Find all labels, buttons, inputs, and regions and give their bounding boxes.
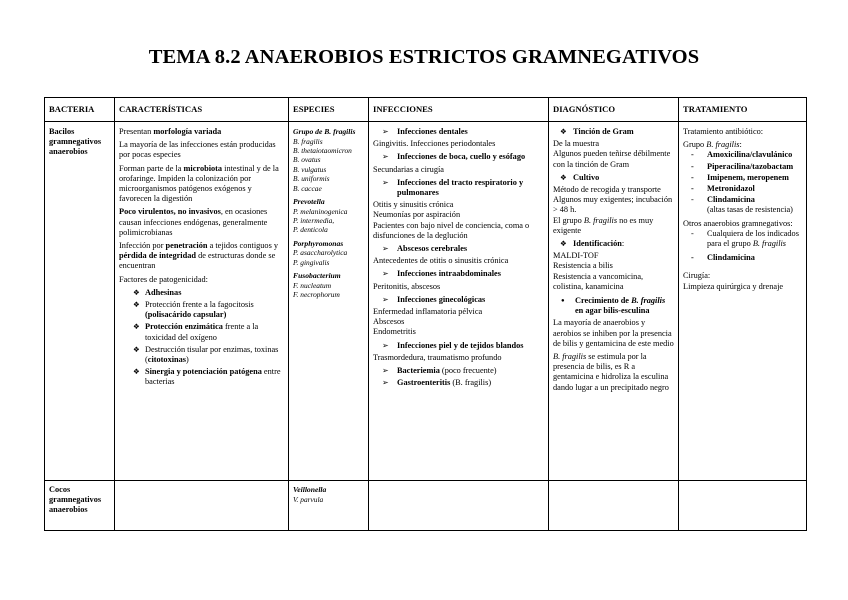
- infection-text: (poco frecuente): [439, 366, 497, 376]
- infection-heading: ➢ Infecciones ginecológicas: [373, 295, 544, 305]
- infection-bold: Gastroenteritis: [397, 378, 451, 388]
- car-bold: Poco virulentos, no invasivos: [119, 207, 221, 217]
- car-bold: microbiota: [183, 163, 223, 173]
- infection-heading: ➢ Infecciones intraabdominales: [373, 269, 544, 279]
- car-bold: penetración: [165, 241, 208, 251]
- infection-text: Endometritis: [373, 327, 416, 337]
- diagnosis-bold: en agar bilis-esculina: [575, 306, 650, 316]
- treatment-text-part: Grupo: [683, 140, 707, 150]
- car-text: Protección frente a la fagocitosis: [145, 300, 254, 310]
- infection-text: (B. fragilis): [450, 378, 492, 388]
- cell-especies: [289, 481, 369, 531]
- species-item: B. fragilis: [293, 136, 323, 146]
- diagnosis-heading: ❖ Cultivo: [553, 173, 674, 183]
- treatment-text: Limpieza quirúrgica y drenaje: [683, 281, 784, 291]
- infection-bold: Bacteriemia: [397, 366, 440, 376]
- species-item: B. ovatus: [293, 155, 321, 165]
- car-bold: Protección enzimática: [145, 322, 223, 332]
- diagnosis-text: Método de recogida y transporte: [553, 185, 661, 195]
- car-text: Destrucción tisular por enzimas, toxinas (: [145, 344, 279, 365]
- car-paragraph: Factores de patogenicidad:: [119, 274, 208, 284]
- diagnosis-italic: B. fragilis: [583, 215, 618, 225]
- page-title: TEMA 8.2 ANAEROBIOS ESTRICTOS GRAMNEGATIVOS: [148, 46, 700, 68]
- species-group-title: [293, 127, 364, 137]
- diagnosis-text: [553, 216, 674, 236]
- summary-table: [44, 97, 807, 531]
- list-item: - Imipenem, meropenem: [689, 173, 802, 183]
- car-bold: pérdida de integridad: [119, 251, 196, 261]
- species-item: P. melaninogenica: [293, 206, 348, 216]
- header-bacteria: BACTERIA: [45, 98, 115, 122]
- species-item: P. denticola: [293, 225, 328, 235]
- infection-text: Pacientes con bajo nivel de conciencia, coma o disfunciones de la deglución: [373, 220, 530, 240]
- car-text: ): [186, 355, 189, 365]
- infection-text: Secundarias a cirugía: [373, 164, 444, 174]
- infection-heading: [373, 366, 544, 376]
- diagnosis-text: Algunos pueden teñirse débilmente con la tinción de Gram: [553, 149, 671, 169]
- treatment-text: [683, 140, 802, 150]
- diagnosis-text: Resistencia a bilis: [553, 261, 613, 271]
- species-item: B. thetaiotaomicron: [293, 146, 352, 155]
- bacteria-name: Cocos gramnegativos anaerobios: [49, 485, 102, 515]
- header-row: [45, 98, 807, 122]
- car-text: Infección por: [119, 241, 166, 251]
- diagnosis-text: La mayoría de anaerobios y aerobios se inhiben por la presencia de bilis y gentamicina de este medio: [553, 318, 674, 348]
- table-row: [45, 481, 807, 531]
- list-item: - Piperacilina/tazobactam: [689, 162, 802, 172]
- car-text: Forman parte de la: [119, 163, 184, 173]
- diagnosis-text-part: se estimula por la presencia de bilis, es R a gentamicina e hidroliza la esculina dando lugar a un precipitado negro: [553, 352, 669, 392]
- list-item: - Metronidazol: [689, 184, 802, 194]
- list-item: [689, 229, 802, 249]
- infection-text: Peritonitis, abscesos: [373, 281, 441, 291]
- treatment-bold: Clindamicina: [707, 195, 755, 205]
- treatment-text-part: Cualquiera de los indicados para el grupo: [707, 228, 799, 249]
- species-group-title: Veillonella: [293, 485, 327, 494]
- cell-tratamiento: [679, 481, 807, 531]
- species-item: F. nucleatum: [293, 280, 332, 290]
- species-item: F. necrophorum: [293, 290, 340, 300]
- header-caracteristicas: CARACTERÍSTICAS: [115, 98, 289, 122]
- species-text: B. fragilis: [324, 127, 356, 136]
- header-diagnostico: DIAGNÓSTICO: [549, 98, 679, 122]
- list-item: - Amoxicilina/clavulánico: [689, 150, 802, 160]
- list-item: [133, 367, 284, 387]
- cell-bacteria: [45, 122, 115, 481]
- infection-heading: ➢ Infecciones dentales: [373, 127, 544, 137]
- car-bold: morfología variada: [153, 127, 222, 136]
- header-tratamiento: TRATAMIENTO: [679, 98, 807, 122]
- car-text: intestinal y de la orofaringe. Impiden la colonización por microorganismos patógenos exógenos y favorecen la digestión: [119, 163, 279, 204]
- cell-infecciones: [369, 122, 549, 481]
- species-text: Grupo de: [293, 127, 325, 136]
- infection-text: Abscesos: [373, 317, 405, 327]
- diagnosis-text-part: no es muy exigente: [553, 215, 654, 235]
- species-item: P. intermedia,: [293, 216, 335, 226]
- pathogenicity-list: [119, 288, 284, 388]
- species-item: V. parvula: [293, 494, 324, 504]
- species-group-title: Porphyromonas: [293, 238, 344, 248]
- list-item: [133, 322, 284, 342]
- infection-heading: ➢ Infecciones del tracto respiratorio y pulmonares: [373, 178, 544, 198]
- header-especies: ESPECIES: [289, 98, 369, 122]
- cell-caracteristicas: [115, 481, 289, 531]
- car-paragraph: [119, 207, 284, 238]
- car-paragraph: [119, 164, 284, 205]
- species-group-title: Prevotella: [293, 197, 325, 207]
- diagnosis-heading: [553, 296, 674, 316]
- diagnosis-italic: B. fragilis: [553, 352, 587, 362]
- infection-heading: ➢ Infecciones piel y de tejidos blandos: [373, 341, 544, 351]
- diagnosis-text-part: El grupo: [553, 215, 584, 225]
- infection-heading: ➢ Infecciones de boca, cuello y esófago: [373, 152, 544, 162]
- car-text: , en ocasiones causan infecciones endógenas, generalmente polimicrobianas: [119, 207, 268, 237]
- treatment-italic: B. fragilis: [752, 239, 787, 249]
- infection-heading: [373, 378, 544, 388]
- car-text: entre bacterias: [145, 367, 281, 387]
- header-infecciones: INFECCIONES: [369, 98, 549, 122]
- car-bold: Sinergia y potenciación patógena: [145, 367, 262, 377]
- car-paragraph: [119, 127, 284, 137]
- bacteria-name: Bacilos gramnegativos anaerobios: [49, 127, 102, 157]
- infection-text: Neumonías por aspiración: [373, 210, 461, 220]
- cell-diagnostico: [549, 122, 679, 481]
- diagnosis-text: MALDI-TOF: [553, 251, 599, 261]
- species-item: P. gingivalis: [293, 257, 330, 267]
- list-item: - Clindamicina: [689, 253, 802, 263]
- car-text: a tejidos contiguos y: [207, 241, 279, 251]
- infection-text: Antecedentes de otitis o sinusitis crónica: [373, 256, 509, 266]
- species-item: B. caccae: [293, 183, 322, 193]
- cell-caracteristicas: [115, 122, 289, 481]
- diagnosis-text: De la muestra: [553, 139, 600, 149]
- treatment-list: [683, 229, 802, 264]
- treatment-text: Otros anaerobios gramnegativos:: [683, 218, 793, 228]
- treatment-text: Tratamiento antibiótico:: [683, 127, 764, 136]
- cell-diagnostico: [549, 481, 679, 531]
- diagnosis-heading: [553, 239, 674, 249]
- table-row: [45, 122, 807, 481]
- infection-text: Otitis y sinusitis crónica: [373, 200, 454, 210]
- car-paragraph: [119, 241, 284, 272]
- treatment-text-part: (altas tasas de resistencia): [707, 205, 793, 215]
- diagnosis-text: [553, 352, 674, 393]
- species-group-title: Fusobacterium: [293, 271, 341, 281]
- infection-heading: ➢ Abscesos cerebrales: [373, 244, 544, 254]
- species-item: B. vulgatus: [293, 164, 327, 174]
- infection-text: Enfermedad inflamatoria pélvica: [373, 307, 483, 317]
- diagnosis-text: Resistencia a vancomicina, colistina, kanamicina: [553, 271, 644, 291]
- list-item: [689, 195, 802, 215]
- car-bold: citotoxinas: [147, 355, 187, 365]
- treatment-list: [683, 150, 802, 215]
- infection-text: Trasmordedura, traumatismo profundo: [373, 352, 502, 362]
- diagnosis-heading: ❖ Tinción de Gram: [553, 127, 674, 137]
- car-paragraph: La mayoría de las infecciones están producidas por pocas especies: [119, 140, 276, 160]
- species-item: P. asaccharolytica: [293, 248, 348, 258]
- diagnosis-text: Algunos muy exigentes; incubación > 48 h.: [553, 195, 673, 215]
- treatment-italic: B. fragilis: [706, 140, 740, 150]
- car-bold: (polisacárido capsular): [145, 310, 227, 320]
- cell-bacteria: [45, 481, 115, 531]
- infection-text: Gingivitis. Infecciones periodontales: [373, 139, 496, 149]
- list-item: [133, 345, 284, 365]
- treatment-text: Cirugía:: [683, 271, 711, 281]
- cell-especies: [289, 122, 369, 481]
- diagnosis-bold: Crecimiento de: [575, 296, 632, 306]
- cell-tratamiento: [679, 122, 807, 481]
- car-text: Presentan: [119, 127, 154, 136]
- car-text: de estructuras donde se encuentran: [119, 251, 276, 271]
- car-text: frente a la toxicidad del oxígeno: [145, 322, 259, 342]
- treatment-text-part: :: [739, 140, 742, 150]
- species-item: B. uniformis: [293, 174, 330, 184]
- car-bold: Adhesinas: [145, 287, 182, 297]
- cell-infecciones: [369, 481, 549, 531]
- diagnosis-bold: Identificación: [573, 239, 622, 249]
- list-item: [133, 300, 284, 320]
- diagnosis-italic: B. fragilis: [631, 296, 666, 306]
- list-item: [133, 288, 284, 298]
- diagnosis-text-part: :: [621, 239, 625, 249]
